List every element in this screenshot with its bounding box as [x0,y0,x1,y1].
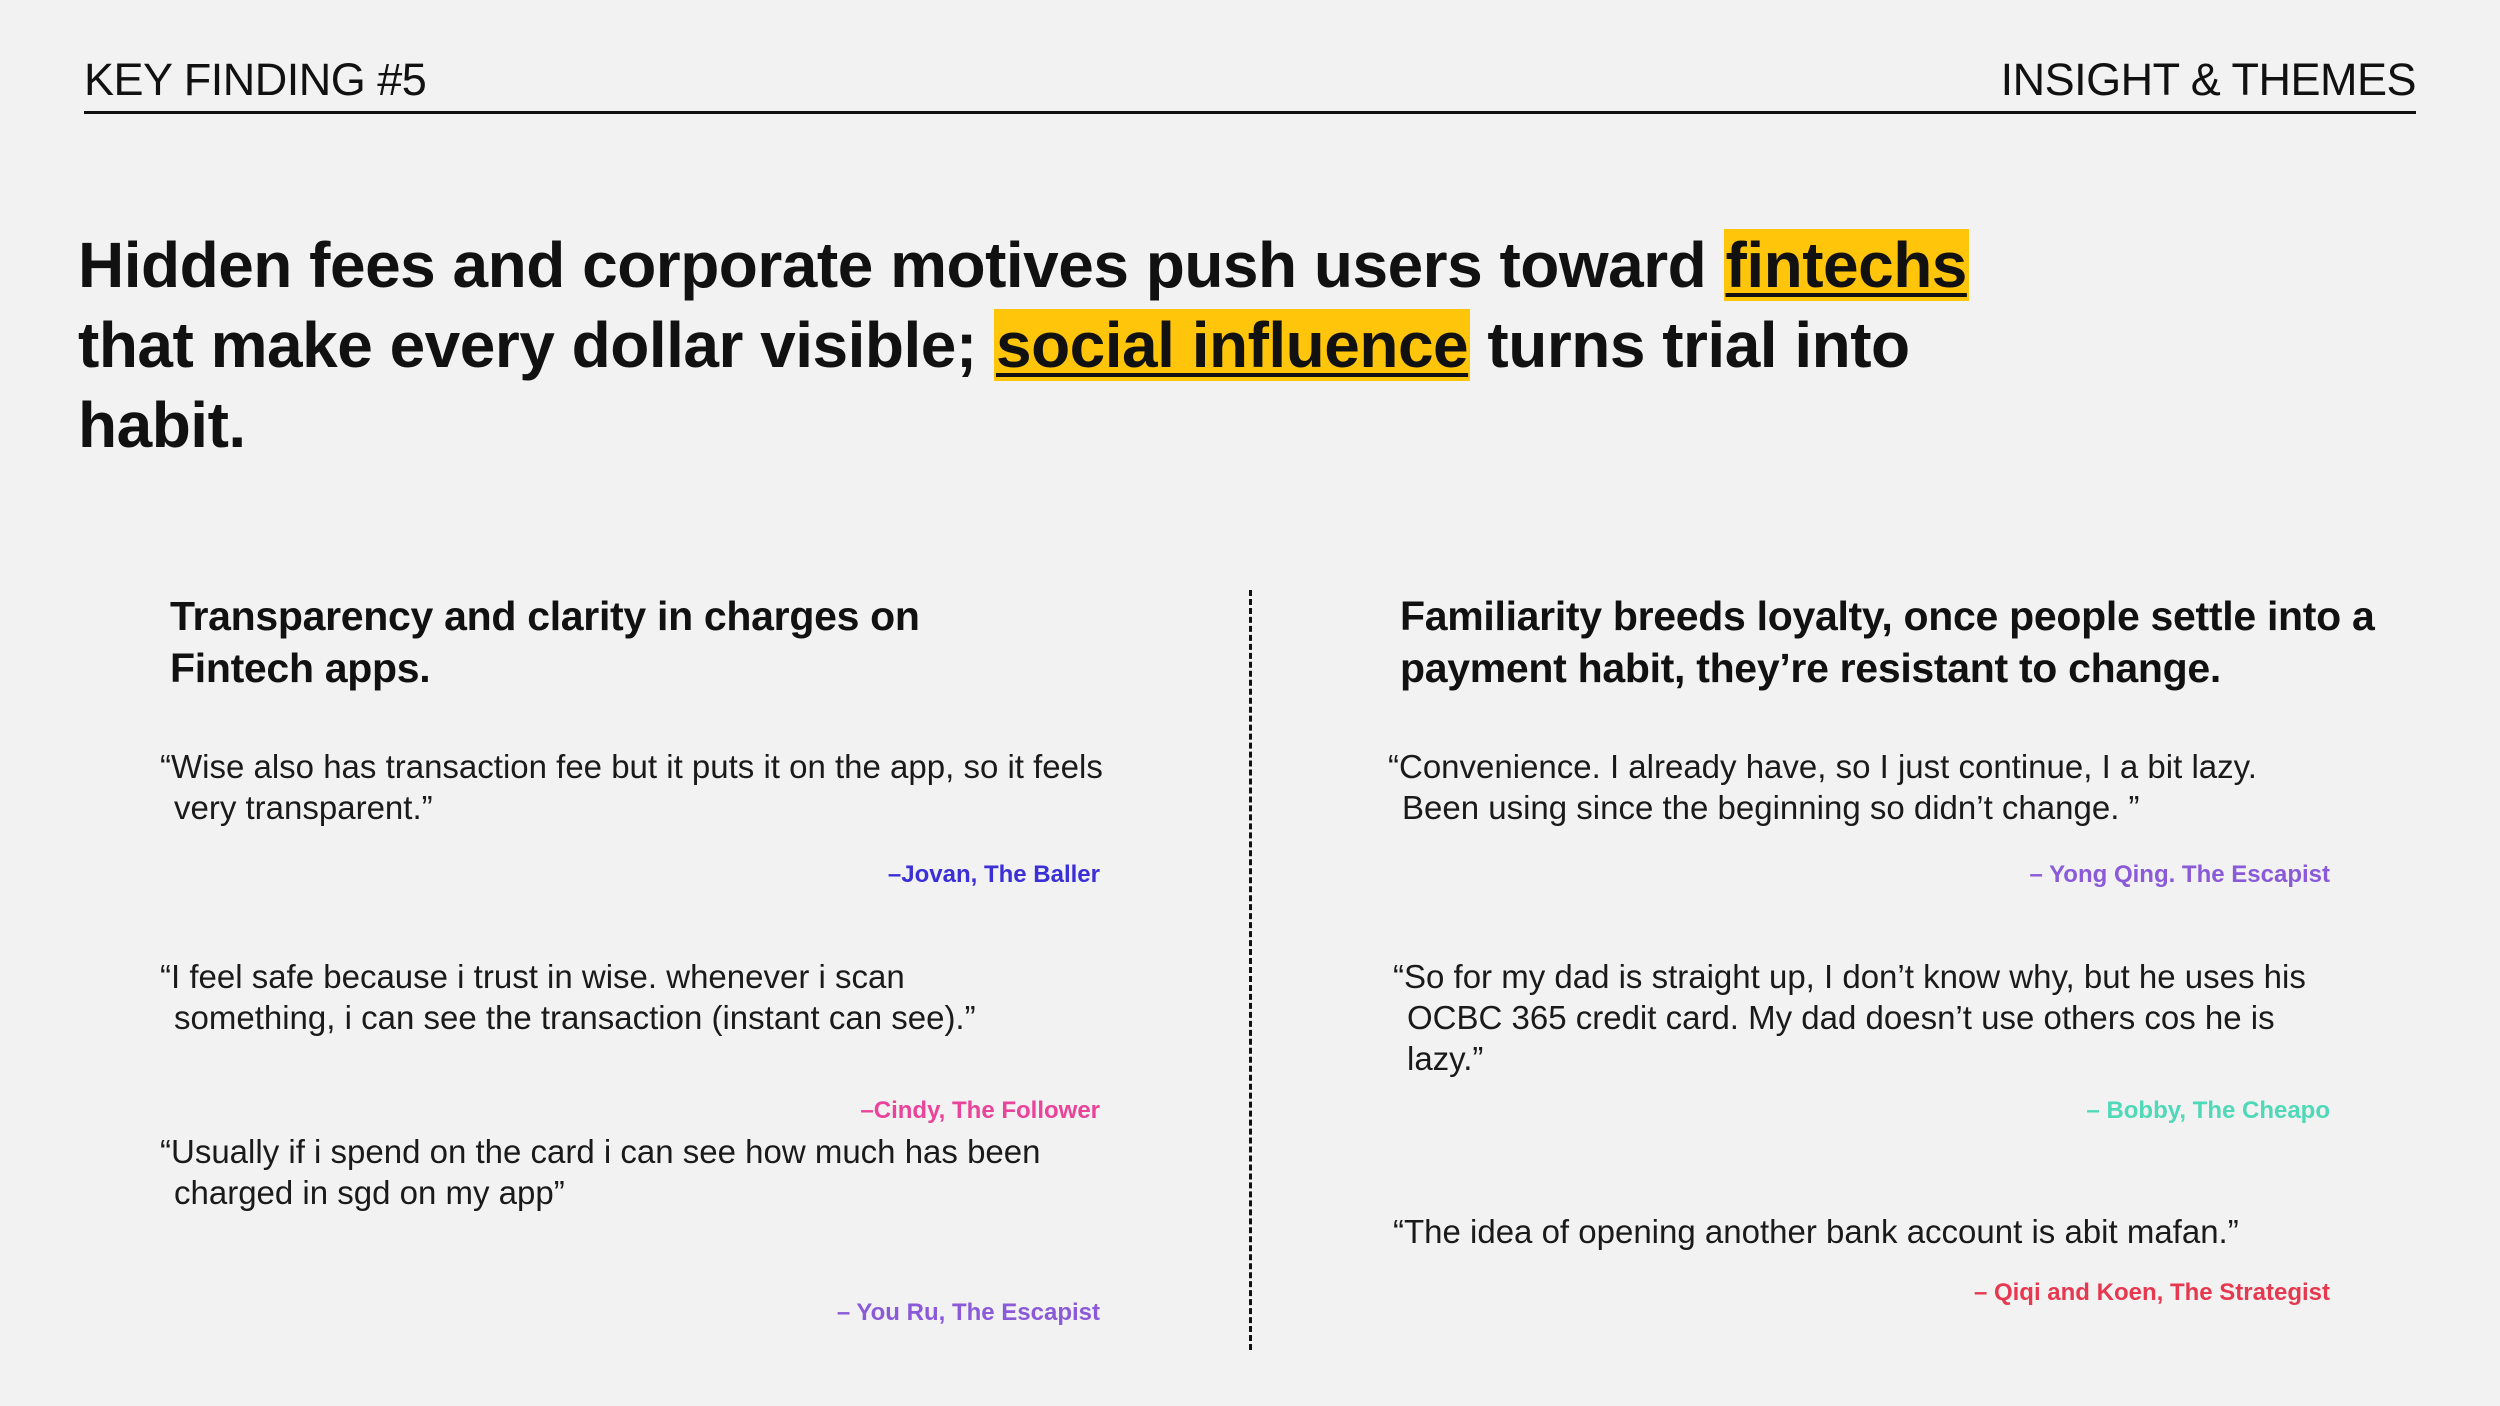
right-quote-1-attribution: – Yong Qing. The Escapist [2029,861,2330,888]
right-quote-2: “So for my dad is straight up, I don’t know why, but he uses his OCBC 365 credit card. My dad doesn’t use others cos he is lazy.” [1393,958,2306,1077]
headline [78,225,1978,465]
headline-highlight-social-influence: social influence [995,309,1469,381]
column-divider [1249,590,1252,1350]
left-column-title: Transparency and clarity in charges on Fintech apps. [170,593,920,691]
headline-text-1: Hidden fees and corporate motives push users toward [78,229,1724,301]
left-quote-2: “I feel safe because i trust in wise. whenever i scan something, i can see the transaction (instant can see).” [160,958,976,1036]
left-quote-1-attribution: –Jovan, The Baller [887,861,1100,888]
headline-text-2: that make every dollar visible; [78,309,994,381]
right-column-title: Familiarity breeds loyalty, once people settle into a payment habit, they’re resistant to change. [1400,593,2375,691]
section-category: INSIGHT & THEMES [2000,54,2416,105]
section-label: KEY FINDING #5 [84,54,427,105]
right-quote-3-attribution: – Qiqi and Koen, The Strategist [1973,1279,2330,1306]
right-quote-1: “Convenience. I already have, so I just continue, I a bit lazy. Been using since the beginning so didn’t change. ” [1388,748,2257,826]
headline-highlight-fintechs: fintechs [1725,229,1967,301]
left-quote-2-attribution: –Cindy, The Follower [860,1097,1100,1124]
left-quote-1: “Wise also has transaction fee but it puts it on the app, so it feels very transparent.” [160,748,1103,826]
header-divider [84,111,2416,114]
left-quote-3-attribution: – You Ru, The Escapist [836,1299,1100,1326]
left-quote-3: “Usually if i spend on the card i can see how much has been charged in sgd on my app” [160,1133,1041,1211]
headline-text-3: turns trial into habit. [78,309,1910,461]
right-quote-2-attribution: – Bobby, The Cheapo [2086,1097,2330,1124]
right-quote-3: “The idea of opening another bank account is abit mafan.” [1393,1213,2239,1250]
